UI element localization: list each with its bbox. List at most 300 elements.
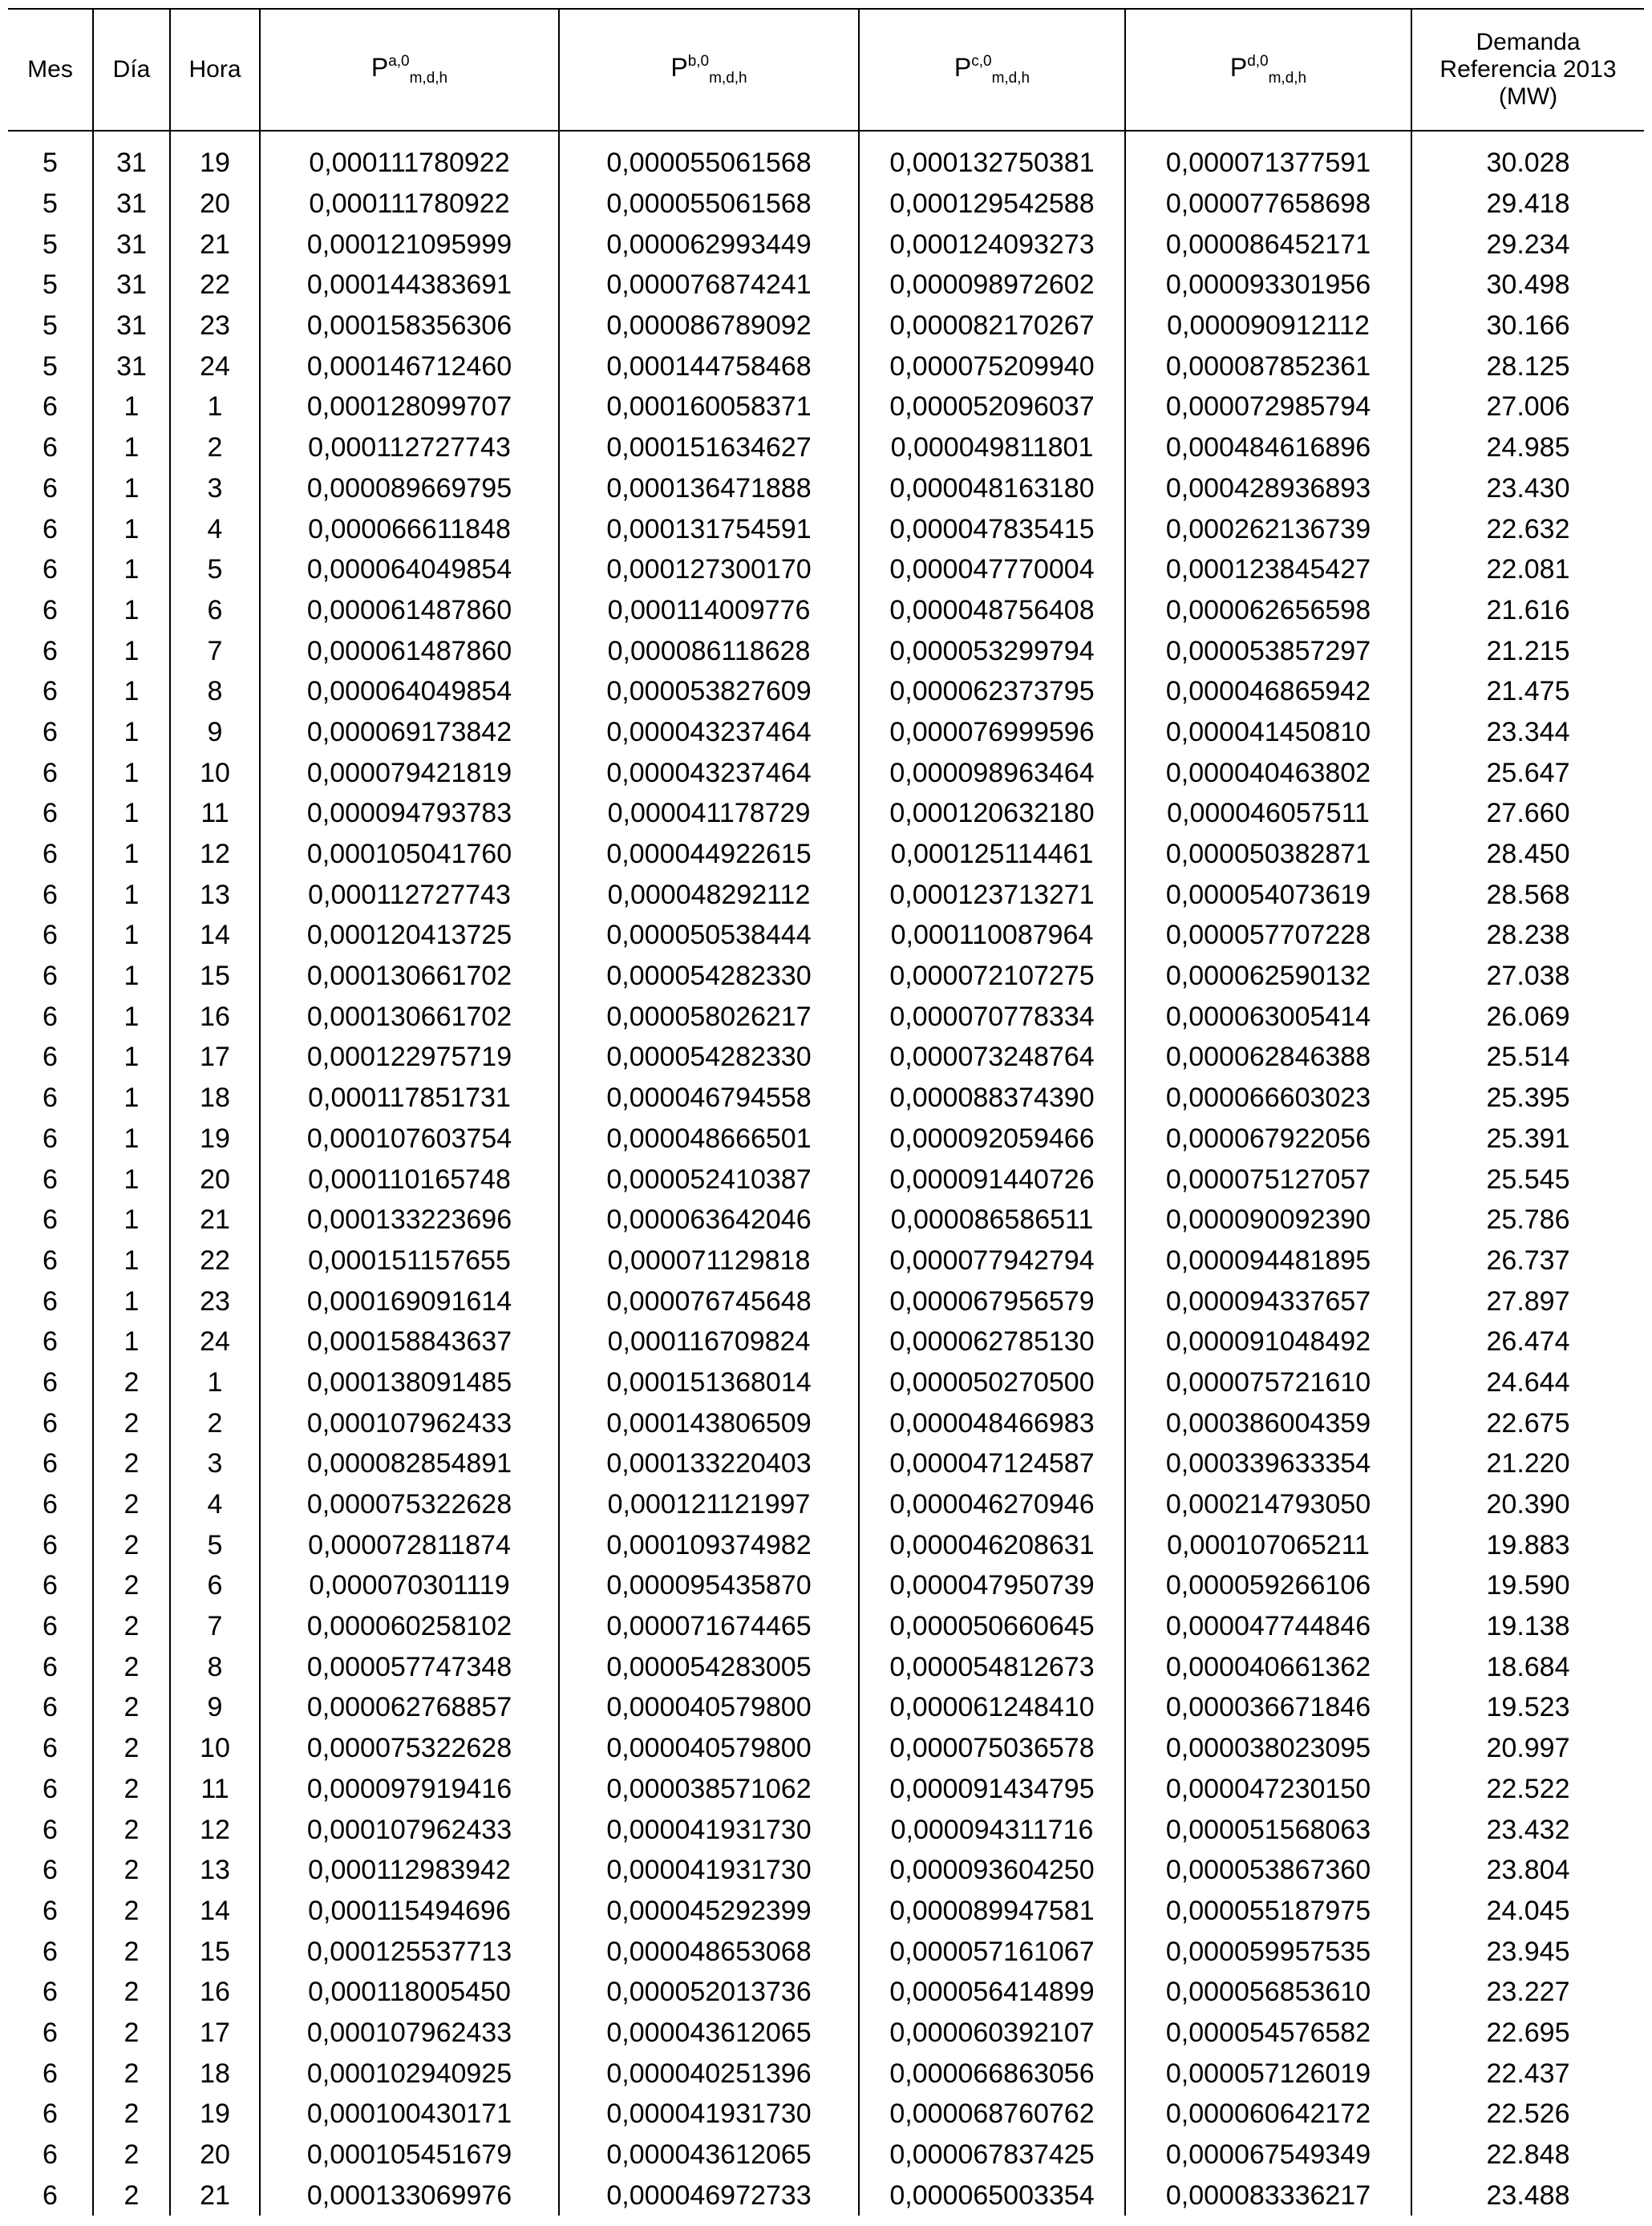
- pd-cell: 0,000047744846: [1125, 1606, 1411, 1647]
- pc-cell: 0,000132750381: [859, 131, 1125, 184]
- pd-cell: 0,000060642172: [1125, 2094, 1411, 2135]
- pd-cell: 0,000094481895: [1125, 1240, 1411, 1281]
- dia-cell: 31: [93, 346, 170, 387]
- header-row: [8, 9, 1644, 131]
- pb-cell: 0,000041931730: [559, 1850, 859, 1891]
- hora-cell: 16: [170, 996, 260, 1037]
- pa-cell: 0,000057747348: [260, 1646, 559, 1687]
- pc-cell: 0,000098963464: [859, 752, 1125, 793]
- dia-cell: 1: [93, 712, 170, 753]
- demanda-cell: 27.006: [1411, 387, 1644, 427]
- dia-cell: 2: [93, 1606, 170, 1647]
- dia-cell: 1: [93, 508, 170, 549]
- pd-cell: 0,000094337657: [1125, 1281, 1411, 1321]
- dia-cell: 1: [93, 427, 170, 468]
- pa-cell: 0,000100430171: [260, 2094, 559, 2135]
- pc-cell: 0,000094311716: [859, 1809, 1125, 1850]
- pc-cell: 0,000123713271: [859, 874, 1125, 915]
- dia-cell: 1: [93, 671, 170, 712]
- mes-cell: 6: [43, 920, 58, 951]
- dia-cell: 2: [93, 1850, 170, 1891]
- demanda-cell: 22.695: [1411, 2013, 1644, 2054]
- dia-cell: 1: [93, 1281, 170, 1321]
- hora-cell: 1: [170, 1362, 260, 1403]
- table-row: [8, 131, 1644, 184]
- pd-cell: 0,000047230150: [1125, 1769, 1411, 1810]
- dia-cell: 1: [93, 996, 170, 1037]
- demanda-cell: 28.568: [1411, 874, 1644, 915]
- dia-cell: 31: [93, 224, 170, 265]
- pc-cell: 0,000075209940: [859, 346, 1125, 387]
- pa-cell: 0,000066611848: [260, 508, 559, 549]
- pd-cell: 0,000066603023: [1125, 1078, 1411, 1119]
- col-header-hora: Hora: [170, 9, 260, 131]
- pa-cell: 0,000075322628: [260, 1728, 559, 1769]
- pd-cell: 0,000075127057: [1125, 1159, 1411, 1200]
- dia-cell: 1: [93, 468, 170, 509]
- mes-cell: 5: [43, 229, 58, 260]
- dia-cell: 31: [93, 131, 170, 184]
- col-header-pd: [1125, 9, 1411, 131]
- hora-cell: 19: [170, 131, 260, 184]
- hora-cell: 17: [170, 1037, 260, 1078]
- demanda-line-1: Demanda: [1476, 29, 1581, 55]
- demanda-cell: 21.475: [1411, 671, 1644, 712]
- pa-cell: 0,000133223696: [260, 1200, 559, 1240]
- pa-cell: 0,000107603754: [260, 1119, 559, 1160]
- pb-cell: 0,000058026217: [559, 996, 859, 1037]
- table-row: [8, 590, 1644, 631]
- dia-cell: 2: [93, 2013, 170, 2054]
- dia-cell: 1: [93, 793, 170, 834]
- hora-cell: 11: [170, 1769, 260, 1810]
- demanda-cell: 26.474: [1411, 1321, 1644, 1362]
- pc-cell: 0,000067956579: [859, 1281, 1125, 1321]
- pd-cell: 0,000054073619: [1125, 874, 1411, 915]
- demanda-cell: 30.028: [1411, 131, 1644, 184]
- pc-cell: 0,000047835415: [859, 508, 1125, 549]
- pb-cell: 0,000054282330: [559, 1037, 859, 1078]
- pa-cell: 0,000107962433: [260, 1402, 559, 1443]
- table-row: [8, 996, 1644, 1037]
- mes-cell: 6: [43, 1285, 58, 1317]
- mes-cell: 6: [43, 432, 58, 463]
- demanda-cell: 22.632: [1411, 508, 1644, 549]
- pa-cell: 0,000061487860: [260, 590, 559, 631]
- pc-cell: 0,000067837425: [859, 2135, 1125, 2175]
- table-row: [8, 508, 1644, 549]
- table-row: [8, 1891, 1644, 1932]
- pc-cell: 0,000065003354: [859, 2175, 1125, 2216]
- demanda-cell: 30.166: [1411, 306, 1644, 346]
- table-row: [8, 2135, 1644, 2175]
- pc-subscript: m,d,h: [991, 69, 1030, 87]
- mes-cell: 6: [43, 554, 58, 585]
- demanda-cell: 25.545: [1411, 1159, 1644, 1200]
- mes-cell: 6: [43, 1123, 58, 1154]
- pa-cell: 0,000112727743: [260, 874, 559, 915]
- pb-cell: 0,000040251396: [559, 2053, 859, 2094]
- pb-cell: 0,000109374982: [559, 1524, 859, 1565]
- pa-cell: 0,000138091485: [260, 1362, 559, 1403]
- dia-cell: 1: [93, 1321, 170, 1362]
- mes-cell: 6: [43, 1083, 58, 1114]
- mes-cell: 6: [43, 1855, 58, 1886]
- dia-cell: 1: [93, 834, 170, 875]
- dia-cell: 1: [93, 956, 170, 997]
- pd-cell: 0,000067549349: [1125, 2135, 1411, 2175]
- pc-cell: 0,000048163180: [859, 468, 1125, 509]
- table-row: [8, 1037, 1644, 1078]
- pb-cell: 0,000116709824: [559, 1321, 859, 1362]
- hora-cell: 13: [170, 874, 260, 915]
- pb-cell: 0,000054282330: [559, 956, 859, 997]
- table-row: [8, 630, 1644, 671]
- mes-cell: 5: [43, 148, 58, 179]
- table-row: [8, 2094, 1644, 2135]
- pd-cell: 0,000090092390: [1125, 1200, 1411, 1240]
- dia-cell: 2: [93, 1891, 170, 1932]
- dia-cell: 1: [93, 1200, 170, 1240]
- demanda-cell: 28.450: [1411, 834, 1644, 875]
- pd-cell: 0,000083336217: [1125, 2175, 1411, 2216]
- dia-cell: 1: [93, 1159, 170, 1200]
- dia-cell: 2: [93, 1565, 170, 1606]
- demanda-cell: 20.997: [1411, 1728, 1644, 1769]
- demanda-cell: 21.215: [1411, 630, 1644, 671]
- demanda-cell: 25.395: [1411, 1078, 1644, 1119]
- hora-cell: 12: [170, 834, 260, 875]
- table-row: [8, 346, 1644, 387]
- pd-cell: 0,000050382871: [1125, 834, 1411, 875]
- demanda-cell: 22.848: [1411, 2135, 1644, 2175]
- table-row: [8, 712, 1644, 753]
- hora-cell: 24: [170, 1321, 260, 1362]
- pc-cell: 0,000125114461: [859, 834, 1125, 875]
- pa-superscript: a,0: [388, 52, 410, 70]
- dia-cell: 2: [93, 1402, 170, 1443]
- pa-cell: 0,000082854891: [260, 1443, 559, 1484]
- hora-cell: 23: [170, 1281, 260, 1321]
- hora-cell: 6: [170, 1565, 260, 1606]
- table-row: [8, 2013, 1644, 2054]
- pc-cell: 0,000077942794: [859, 1240, 1125, 1281]
- dia-cell: 31: [93, 306, 170, 346]
- pc-symbol: P: [954, 52, 972, 82]
- demanda-cell: 22.522: [1411, 1769, 1644, 1810]
- pd-cell: 0,000038023095: [1125, 1728, 1411, 1769]
- pa-cell: 0,000060258102: [260, 1606, 559, 1647]
- dia-cell: 2: [93, 1972, 170, 2013]
- demanda-cell: 22.675: [1411, 1402, 1644, 1443]
- table-row: [8, 468, 1644, 509]
- table-row: [8, 184, 1644, 225]
- pd-cell: 0,000046865942: [1125, 671, 1411, 712]
- table-row: [8, 427, 1644, 468]
- pa-cell: 0,000089669795: [260, 468, 559, 509]
- demanda-line-2: Referencia 2013: [1439, 56, 1617, 83]
- demanda-cell: 23.227: [1411, 1972, 1644, 2013]
- mes-cell: 6: [43, 1326, 58, 1358]
- pa-cell: 0,000151157655: [260, 1240, 559, 1281]
- pb-cell: 0,000043237464: [559, 752, 859, 793]
- demanda-cell: 26.737: [1411, 1240, 1644, 1281]
- pb-cell: 0,000063642046: [559, 1200, 859, 1240]
- pb-cell: 0,000121121997: [559, 1484, 859, 1525]
- pd-cell: 0,000055187975: [1125, 1891, 1411, 1932]
- table-row: [8, 1402, 1644, 1443]
- pb-cell: 0,000131754591: [559, 508, 859, 549]
- mes-cell: 6: [43, 961, 58, 992]
- pb-cell: 0,000041931730: [559, 2094, 859, 2135]
- pa-cell: 0,000079421819: [260, 752, 559, 793]
- pc-cell: 0,000129542588: [859, 184, 1125, 225]
- pc-cell: 0,000066863056: [859, 2053, 1125, 2094]
- mes-cell: 6: [43, 879, 58, 910]
- mes-cell: 6: [43, 1164, 58, 1195]
- pd-cell: 0,000086452171: [1125, 224, 1411, 265]
- mes-cell: 6: [43, 1651, 58, 1682]
- pc-cell: 0,000047950739: [859, 1565, 1125, 1606]
- pd-cell: 0,000056853610: [1125, 1972, 1411, 2013]
- pb-cell: 0,000053827609: [559, 671, 859, 712]
- pa-cell: 0,000118005450: [260, 1972, 559, 2013]
- dia-cell: 2: [93, 1443, 170, 1484]
- mes-cell: 6: [43, 757, 58, 788]
- table-row: [8, 1850, 1644, 1891]
- demanda-cell: 28.125: [1411, 346, 1644, 387]
- pb-cell: 0,000044922615: [559, 834, 859, 875]
- dia-cell: 1: [93, 874, 170, 915]
- pb-cell: 0,000143806509: [559, 1402, 859, 1443]
- pc-cell: 0,000047124587: [859, 1443, 1125, 1484]
- table-row: [8, 306, 1644, 346]
- hora-cell: 21: [170, 2175, 260, 2216]
- pb-cell: 0,000048653068: [559, 1931, 859, 1972]
- pd-cell: 0,000107065211: [1125, 1524, 1411, 1565]
- pb-cell: 0,000160058371: [559, 387, 859, 427]
- demanda-cell: 24.985: [1411, 427, 1644, 468]
- pb-cell: 0,000071674465: [559, 1606, 859, 1647]
- pc-cell: 0,000068760762: [859, 2094, 1125, 2135]
- pb-cell: 0,000071129818: [559, 1240, 859, 1281]
- pd-cell: 0,000062846388: [1125, 1037, 1411, 1078]
- pb-cell: 0,000076874241: [559, 265, 859, 306]
- data-table: [8, 8, 1644, 2216]
- table-row: [8, 1159, 1644, 1200]
- mes-cell: 6: [43, 1611, 58, 1642]
- table-row: [8, 1565, 1644, 1606]
- pa-cell: 0,000144383691: [260, 265, 559, 306]
- hora-cell: 1: [170, 387, 260, 427]
- pa-cell: 0,000133069976: [260, 2175, 559, 2216]
- pc-cell: 0,000091434795: [859, 1769, 1125, 1810]
- pd-cell: 0,000091048492: [1125, 1321, 1411, 1362]
- pa-cell: 0,000070301119: [260, 1565, 559, 1606]
- hora-cell: 4: [170, 508, 260, 549]
- table-row: [8, 1972, 1644, 2013]
- dia-cell: 2: [93, 1362, 170, 1403]
- demanda-cell: 22.437: [1411, 2053, 1644, 2094]
- demanda-cell: 30.498: [1411, 265, 1644, 306]
- dia-cell: 2: [93, 1728, 170, 1769]
- demanda-cell: 28.238: [1411, 915, 1644, 956]
- pc-superscript: c,0: [971, 52, 992, 70]
- table-row: [8, 1281, 1644, 1321]
- demanda-cell: 18.684: [1411, 1646, 1644, 1687]
- pb-cell: 0,000048292112: [559, 874, 859, 915]
- pb-cell: 0,000052410387: [559, 1159, 859, 1200]
- hora-cell: 15: [170, 956, 260, 997]
- dia-cell: 1: [93, 630, 170, 671]
- hora-cell: 22: [170, 1240, 260, 1281]
- pb-cell: 0,000136471888: [559, 468, 859, 509]
- dia-cell: 2: [93, 1769, 170, 1810]
- pc-cell: 0,000073248764: [859, 1037, 1125, 1078]
- pb-cell: 0,000043612065: [559, 2013, 859, 2054]
- dia-cell: 31: [93, 265, 170, 306]
- col-header-demanda: [1411, 9, 1644, 131]
- table-row: [8, 1119, 1644, 1160]
- hora-cell: 15: [170, 1931, 260, 1972]
- mes-cell: 6: [43, 716, 58, 747]
- mes-cell: 6: [43, 1366, 58, 1398]
- demanda-cell: 19.523: [1411, 1687, 1644, 1728]
- pc-cell: 0,000052096037: [859, 387, 1125, 427]
- pb-symbol: P: [670, 52, 688, 82]
- col-header-pa: [260, 9, 559, 131]
- mes-cell: 6: [43, 2017, 58, 2048]
- demanda-cell: 22.526: [1411, 2094, 1644, 2135]
- hora-cell: 24: [170, 346, 260, 387]
- hora-cell: 19: [170, 2094, 260, 2135]
- pc-cell: 0,000046208631: [859, 1524, 1125, 1565]
- mes-cell: 6: [43, 2099, 58, 2130]
- demanda-cell: 19.590: [1411, 1565, 1644, 1606]
- mes-cell: 6: [43, 839, 58, 870]
- table-row: [8, 1362, 1644, 1403]
- pb-cell: 0,000127300170: [559, 549, 859, 590]
- pa-cell: 0,000110165748: [260, 1159, 559, 1200]
- pd-cell: 0,000077658698: [1125, 184, 1411, 225]
- pa-cell: 0,000125537713: [260, 1931, 559, 1972]
- pc-cell: 0,000062785130: [859, 1321, 1125, 1362]
- table-row: [8, 1200, 1644, 1240]
- table-row: [8, 1484, 1644, 1525]
- pd-cell: 0,000046057511: [1125, 793, 1411, 834]
- pc-cell: 0,000056414899: [859, 1972, 1125, 2013]
- table-row: [8, 874, 1644, 915]
- pa-cell: 0,000117851731: [260, 1078, 559, 1119]
- dia-cell: 1: [93, 387, 170, 427]
- dia-cell: 2: [93, 2094, 170, 2135]
- pb-cell: 0,000046972733: [559, 2175, 859, 2216]
- mes-cell: 6: [43, 1448, 58, 1479]
- demanda-cell: 23.432: [1411, 1809, 1644, 1850]
- pa-cell: 0,000112727743: [260, 427, 559, 468]
- pc-cell: 0,000093604250: [859, 1850, 1125, 1891]
- demanda-cell: 29.418: [1411, 184, 1644, 225]
- pd-cell: 0,000071377591: [1125, 131, 1411, 184]
- pb-cell: 0,000055061568: [559, 184, 859, 225]
- pb-cell: 0,000041931730: [559, 1809, 859, 1850]
- hora-cell: 7: [170, 1606, 260, 1647]
- pa-cell: 0,000158843637: [260, 1321, 559, 1362]
- dia-cell: 1: [93, 915, 170, 956]
- demanda-cell: 24.644: [1411, 1362, 1644, 1403]
- hora-cell: 4: [170, 1484, 260, 1525]
- pd-cell: 0,000041450810: [1125, 712, 1411, 753]
- table-row: [8, 1931, 1644, 1972]
- mes-cell: 6: [43, 1814, 58, 1845]
- hora-cell: 9: [170, 1687, 260, 1728]
- pa-cell: 0,000122975719: [260, 1037, 559, 1078]
- pc-cell: 0,000086586511: [859, 1200, 1125, 1240]
- dia-cell: 2: [93, 1931, 170, 1972]
- pb-cell: 0,000114009776: [559, 590, 859, 631]
- pd-cell: 0,000123845427: [1125, 549, 1411, 590]
- pc-cell: 0,000072107275: [859, 956, 1125, 997]
- dia-cell: 1: [93, 590, 170, 631]
- table-row: [8, 956, 1644, 997]
- pa-cell: 0,000062768857: [260, 1687, 559, 1728]
- table-row: [8, 1524, 1644, 1565]
- pd-cell: 0,000062590132: [1125, 956, 1411, 997]
- dia-cell: 2: [93, 1524, 170, 1565]
- table-row: [8, 793, 1644, 834]
- table-row: [8, 224, 1644, 265]
- pd-cell: 0,000040661362: [1125, 1646, 1411, 1687]
- mes-cell: 6: [43, 1570, 58, 1601]
- pa-cell: 0,000146712460: [260, 346, 559, 387]
- hora-cell: 2: [170, 1402, 260, 1443]
- demanda-cell: 21.616: [1411, 590, 1644, 631]
- pb-cell: 0,000050538444: [559, 915, 859, 956]
- hora-cell: 11: [170, 793, 260, 834]
- pc-cell: 0,000089947581: [859, 1891, 1125, 1932]
- mes-cell: 6: [43, 2139, 58, 2171]
- pc-cell: 0,000050660645: [859, 1606, 1125, 1647]
- mes-cell: 6: [43, 676, 58, 707]
- hora-cell: 3: [170, 1443, 260, 1484]
- pc-cell: 0,000053299794: [859, 630, 1125, 671]
- pa-cell: 0,000107962433: [260, 2013, 559, 2054]
- hora-cell: 14: [170, 1891, 260, 1932]
- demanda-cell: 19.138: [1411, 1606, 1644, 1647]
- pc-cell: 0,000091440726: [859, 1159, 1125, 1200]
- pd-cell: 0,000386004359: [1125, 1402, 1411, 1443]
- mes-cell: 6: [43, 472, 58, 504]
- mes-cell: 6: [43, 594, 58, 625]
- hora-cell: 12: [170, 1809, 260, 1850]
- mes-cell: 6: [43, 1407, 58, 1439]
- demanda-cell: 27.038: [1411, 956, 1644, 997]
- pa-cell: 0,000158356306: [260, 306, 559, 346]
- pd-cell: 0,000072985794: [1125, 387, 1411, 427]
- mes-cell: 5: [43, 310, 58, 342]
- pb-subscript: m,d,h: [709, 69, 747, 87]
- pb-cell: 0,000048666501: [559, 1119, 859, 1160]
- pa-cell: 0,000105451679: [260, 2135, 559, 2175]
- pb-cell: 0,000052013736: [559, 1972, 859, 2013]
- table-row: [8, 2175, 1644, 2216]
- table-row: [8, 1646, 1644, 1687]
- demanda-cell: 24.045: [1411, 1891, 1644, 1932]
- hora-cell: 5: [170, 549, 260, 590]
- pb-cell: 0,000144758468: [559, 346, 859, 387]
- dia-cell: 2: [93, 1809, 170, 1850]
- col-header-pc: [859, 9, 1125, 131]
